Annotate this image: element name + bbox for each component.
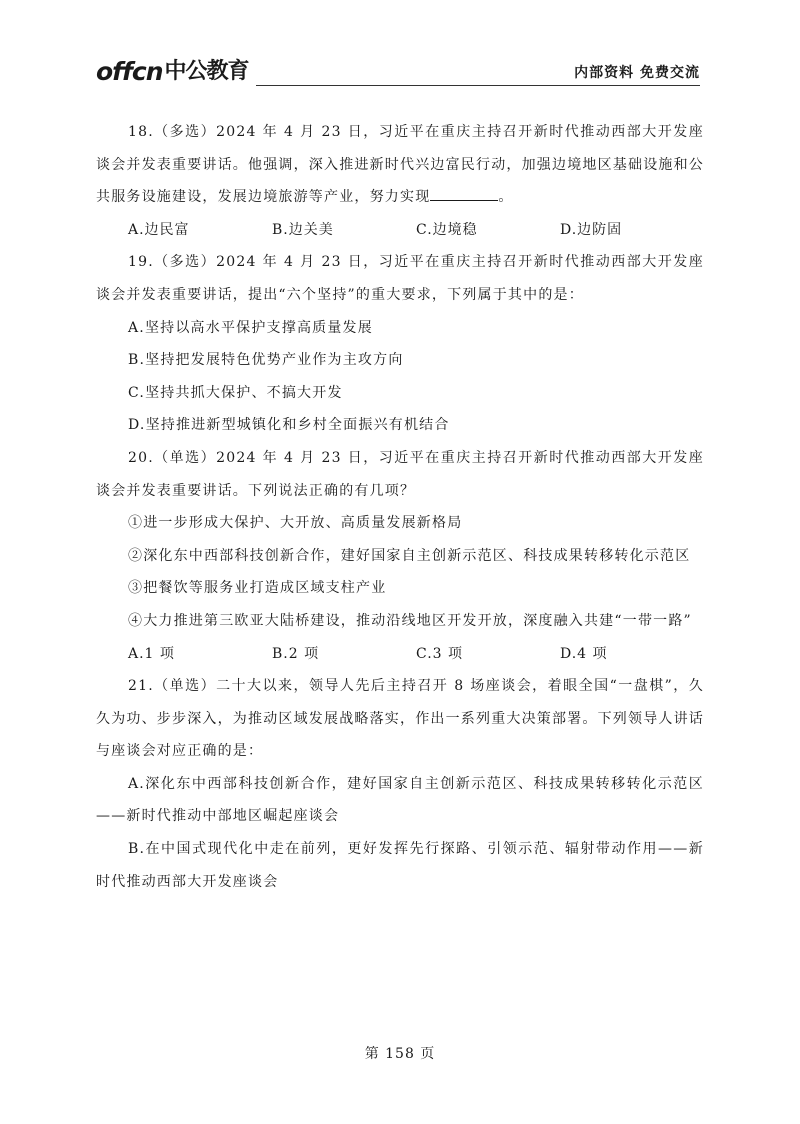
logo-text-en: offcn — [96, 57, 163, 86]
question-21-stem: 21.（单选）二十大以来，领导人先后主持召开 8 场座谈会，着眼全国“一盘棋”，久久为功、步步深入，为推动区域发展战略落实，作出一系列重大决策部署。下列领导人讲话与座谈会对应正确的是： — [96, 678, 704, 760]
question-18-stem — [96, 116, 704, 214]
page-number: 第 158 页 — [364, 1046, 436, 1062]
statement-item: ②深化东中西部科技创新合作，建好国家自主创新示范区、科技成果转移转化示范区 — [128, 547, 691, 564]
option: C.边境稳 — [416, 221, 478, 238]
header-divider — [256, 85, 700, 86]
option: D.坚持推进新型城镇化和乡村全面振兴有机结合 — [128, 417, 450, 434]
question-18-options — [96, 214, 704, 247]
option: A.深化东中西部科技创新合作，建好国家自主创新示范区、科技成果转移转化示范区——新时代推动中部地区崛起座谈会 — [96, 775, 704, 825]
logo-text-cn: 中公教育 — [164, 59, 249, 84]
answer-blank — [430, 186, 498, 201]
statement-item: ④大力推进第三欧亚大陆桥建设，推动沿线地区开发开放，深度融入共建“一带一路” — [128, 612, 692, 629]
option: D.4 项 — [560, 645, 608, 662]
option: C.3 项 — [416, 645, 464, 662]
question-18-end: 。 — [498, 189, 514, 206]
option: B.边关美 — [272, 221, 334, 238]
option: A.坚持以高水平保护支撑高质量发展 — [128, 319, 373, 336]
question-20-stem: 20.（单选）2024 年 4 月 23 日，习近平在重庆主持召开新时代推动西部大开发座谈会并发表重要讲话。下列说法正确的有几项？ — [96, 449, 704, 499]
statement-item: ①进一步形成大保护、大开放、高质量发展新格局 — [128, 515, 463, 532]
header-note: 内部资料 免费交流 — [574, 65, 700, 81]
option: B.坚持把发展特色优势产业作为主攻方向 — [128, 352, 404, 369]
option: A.1 项 — [128, 645, 175, 662]
option: B.在中国式现代化中走在前列，更好发挥先行探路、引领示范、辐射带动作用——新时代推动西部大开发座谈会 — [96, 841, 704, 890]
question-19-stem: 19.（多选）2024 年 4 月 23 日，习近平在重庆主持召开新时代推动西部大开发座谈会并发表重要讲话，提出“六个坚持”的重大要求，下列属于其中的是： — [96, 254, 704, 303]
option: D.边防固 — [560, 221, 623, 238]
option: C.坚持共抓大保护、不搞大开发 — [128, 384, 343, 401]
option: B.2 项 — [272, 645, 320, 662]
option: A.边民富 — [128, 221, 190, 238]
question-18-text: 18.（多选）2024 年 4 月 23 日，习近平在重庆主持召开新时代推动西部大开发座谈会并发表重要讲话。他强调，深入推进新时代兴边富民行动，加强边境地区基础设施和公共服务设施建设，发展边境旅游等产业，努力实现 — [96, 124, 704, 206]
page-content — [96, 116, 704, 898]
offcn-logo — [96, 58, 249, 86]
page-header — [96, 58, 700, 88]
question-20-options — [96, 638, 704, 671]
statement-item: ③把餐饮等服务业打造成区域支柱产业 — [128, 580, 387, 597]
